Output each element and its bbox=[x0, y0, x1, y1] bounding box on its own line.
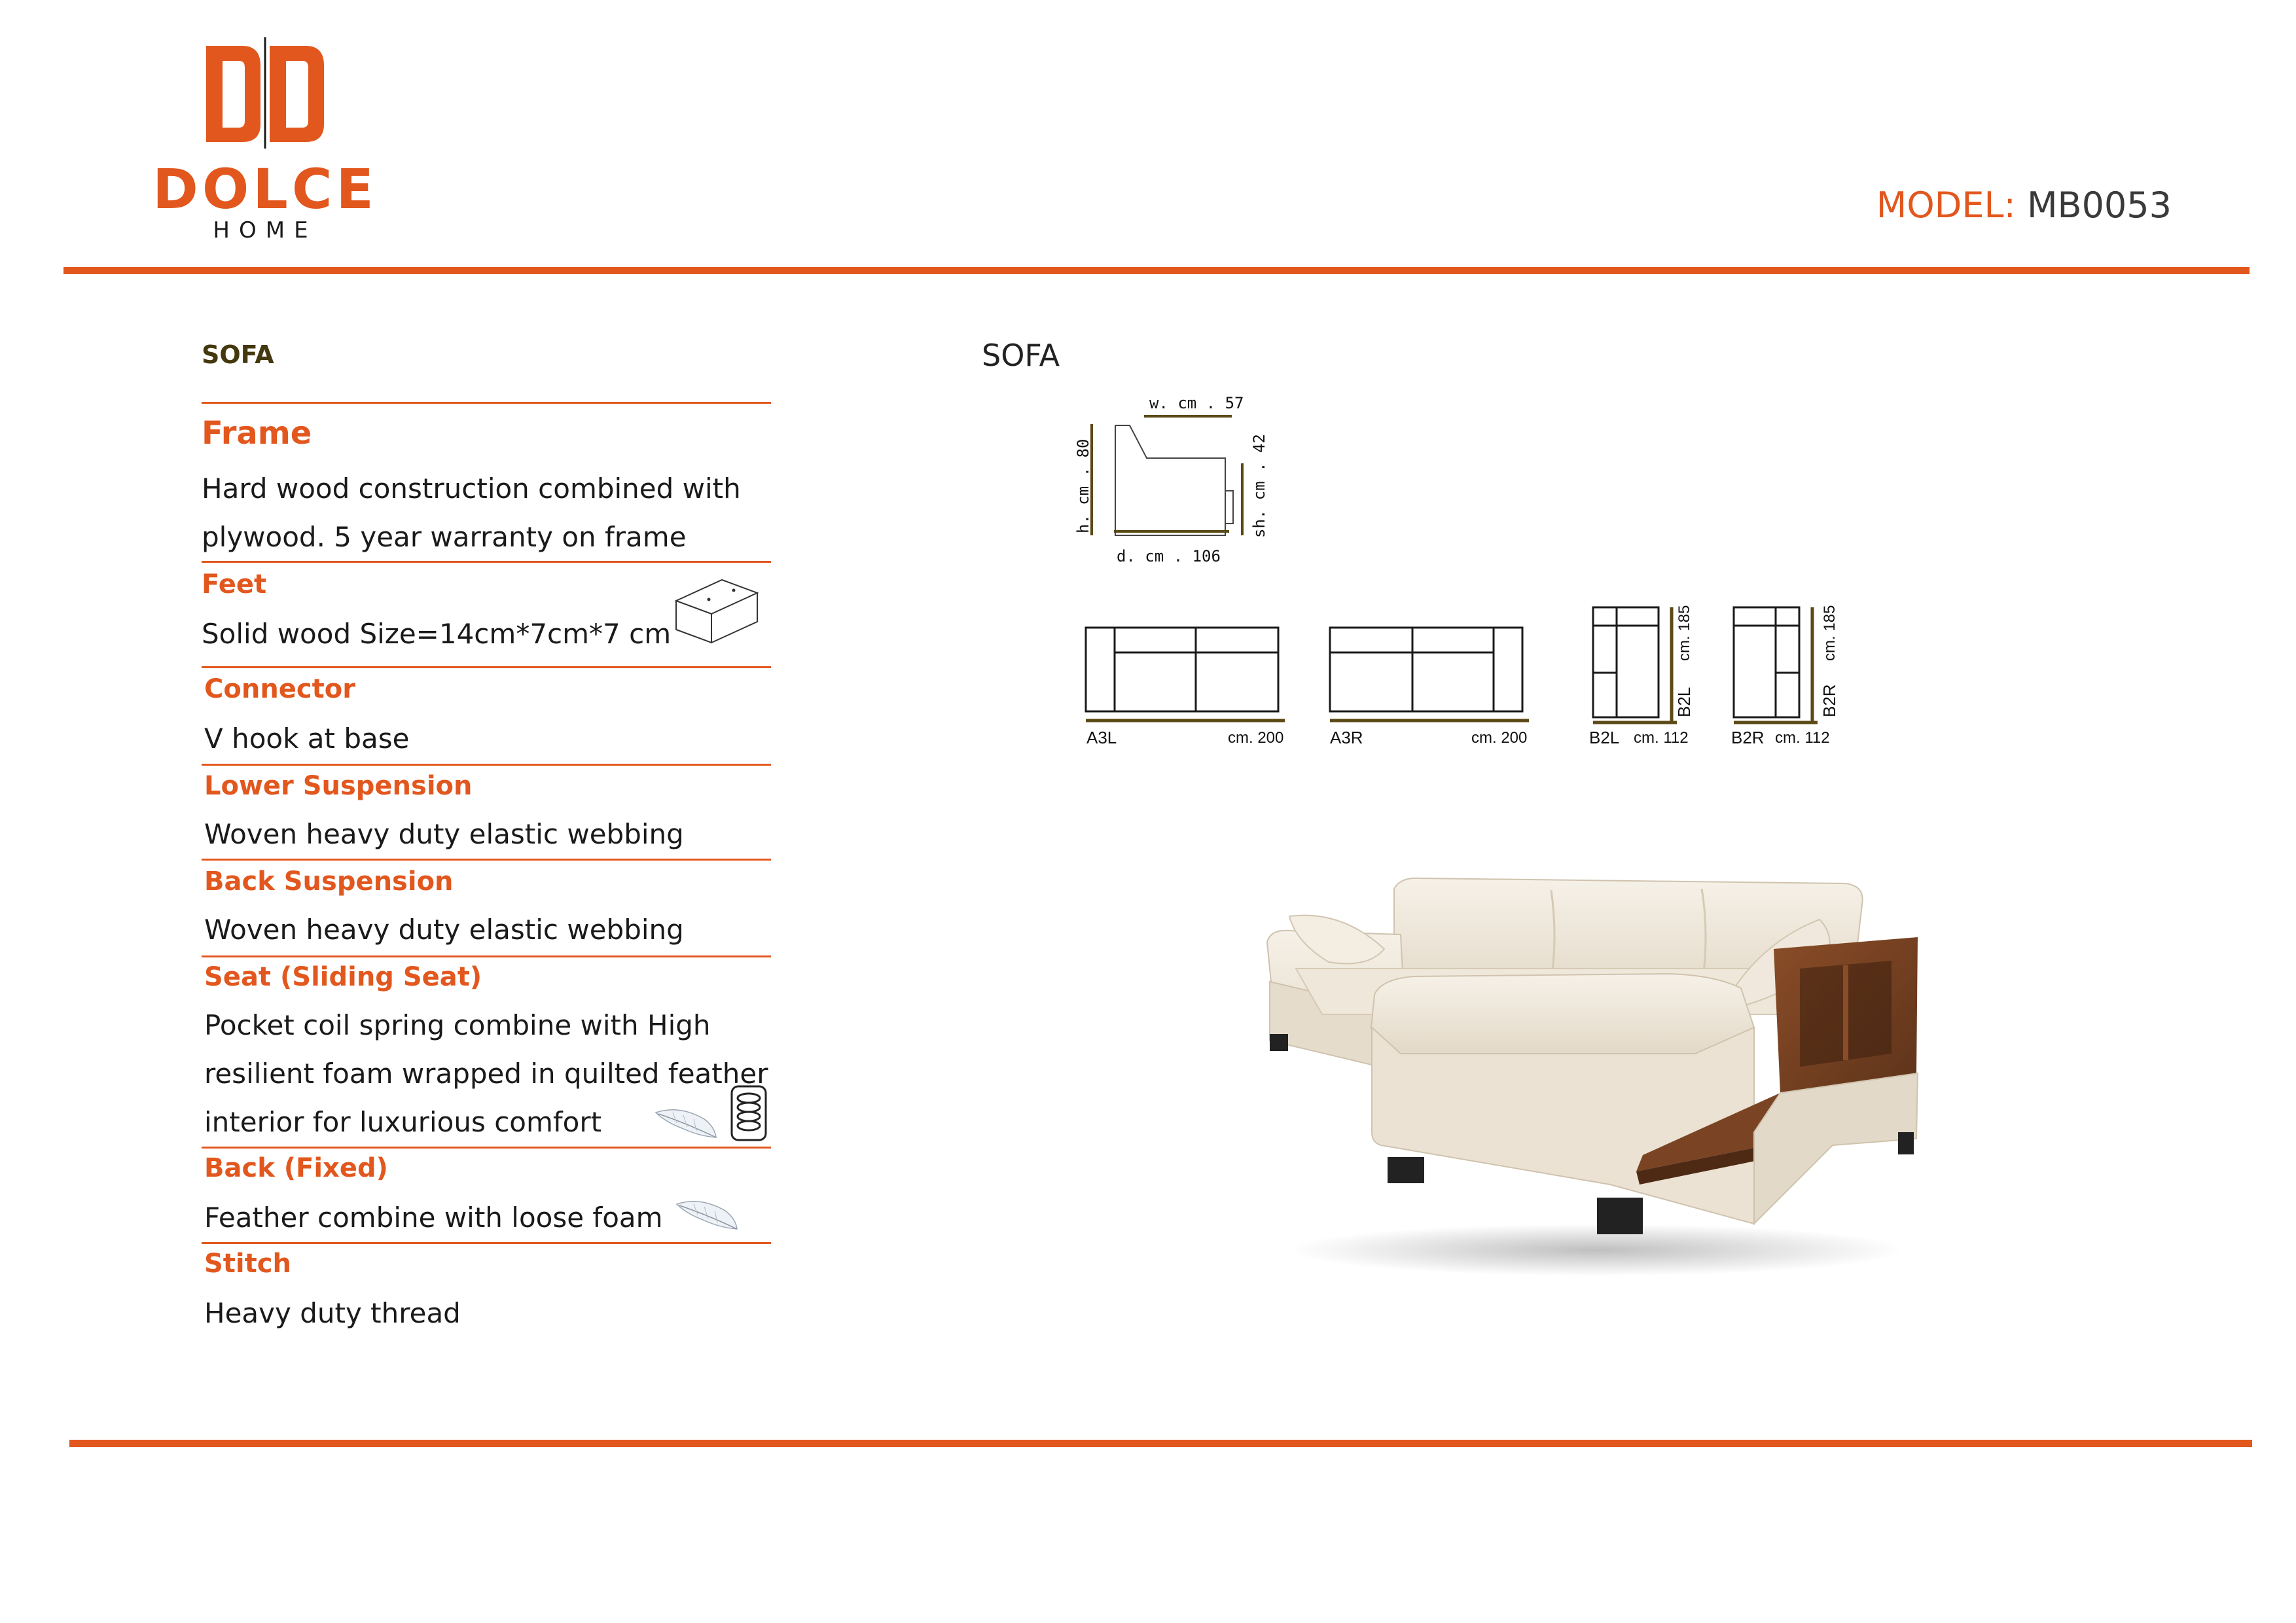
spec-frame-line-1: Hard wood construction combined with bbox=[202, 473, 741, 505]
spec-lower-suspension-title: Lower Suspension bbox=[204, 771, 473, 801]
model-number bbox=[1876, 185, 2172, 226]
brand-subtitle: HOME bbox=[213, 217, 317, 243]
spec-back-suspension-line-1: Woven heavy duty elastic webbing bbox=[204, 914, 684, 946]
dolce-logo-icon bbox=[203, 36, 327, 151]
config-b2l-drawing bbox=[1590, 605, 1715, 736]
spec-connector-line-1: V hook at base bbox=[204, 722, 410, 755]
dim-depth: d. cm . 106 bbox=[1117, 547, 1221, 565]
config-b2r-length: cm. 185 bbox=[1821, 605, 1839, 661]
spec-feet-line-1: Solid wood Size=14cm*7cm*7 cm bbox=[202, 618, 672, 650]
config-a3l-drawing bbox=[1083, 625, 1286, 723]
feather-icon bbox=[653, 1103, 719, 1143]
header-divider bbox=[63, 267, 2250, 274]
spec-back-suspension-title: Back Suspension bbox=[204, 866, 454, 897]
model-label: MODEL: bbox=[1876, 185, 2016, 226]
config-b2r-size: cm. 112 bbox=[1775, 729, 1830, 747]
spec-divider bbox=[202, 859, 771, 861]
config-a3r-label: A3R bbox=[1330, 728, 1363, 747]
spec-divider bbox=[202, 1242, 771, 1244]
brand-name: DOLCE bbox=[152, 157, 378, 221]
config-b2l-size: cm. 112 bbox=[1634, 729, 1689, 747]
product-title: SOFA bbox=[982, 338, 1060, 373]
config-a3r-drawing bbox=[1327, 625, 1530, 723]
config-b2l-label: B2L bbox=[1589, 728, 1620, 747]
dim-width: w. cm . 57 bbox=[1149, 394, 1244, 412]
sofa-product-image bbox=[1244, 857, 1924, 1289]
config-a3l-size: cm. 200 bbox=[1228, 729, 1284, 747]
spec-seat-line-3: interior for luxurious comfort bbox=[204, 1106, 602, 1138]
spring-coil-icon bbox=[730, 1085, 767, 1141]
config-b2l-vertical-label: B2L bbox=[1674, 687, 1694, 717]
spec-divider bbox=[202, 666, 771, 668]
footer-divider bbox=[69, 1440, 2252, 1447]
config-b2l-length: cm. 185 bbox=[1676, 605, 1693, 661]
config-a3l-label: A3L bbox=[1086, 728, 1117, 747]
spec-back-fixed-title: Back (Fixed) bbox=[204, 1153, 388, 1183]
spec-feet-title: Feet bbox=[202, 569, 267, 599]
side-profile-drawing bbox=[1073, 393, 1270, 537]
config-b2r-vertical-label: B2R bbox=[1820, 684, 1839, 717]
config-a3r-size: cm. 200 bbox=[1471, 729, 1528, 747]
spec-frame-line-2: plywood. 5 year warranty on frame bbox=[202, 521, 687, 553]
dim-height: h. cm . 80 bbox=[1074, 438, 1092, 533]
spec-frame-title: Frame bbox=[202, 415, 312, 452]
spec-seat-line-1: Pocket coil spring combine with High bbox=[204, 1009, 711, 1041]
spec-stitch-title: Stitch bbox=[204, 1249, 291, 1279]
spec-lower-suspension-line-1: Woven heavy duty elastic webbing bbox=[204, 818, 684, 850]
spec-back-fixed-line-1: Feather combine with loose foam bbox=[204, 1202, 663, 1234]
wood-foot-icon bbox=[671, 575, 762, 647]
spec-seat-line-2: resilient foam wrapped in quilted feather bbox=[204, 1058, 768, 1090]
model-value: MB0053 bbox=[2026, 185, 2172, 226]
section-heading: SOFA bbox=[202, 340, 274, 369]
dim-seat-height: sh. cm . 42 bbox=[1250, 434, 1268, 538]
spec-divider bbox=[202, 1147, 771, 1149]
spec-seat-title: Seat (Sliding Seat) bbox=[204, 962, 482, 992]
feather-icon bbox=[674, 1195, 740, 1234]
spec-divider bbox=[202, 955, 771, 957]
config-b2r-label: B2R bbox=[1731, 728, 1765, 747]
spec-connector-title: Connector bbox=[204, 674, 355, 704]
spec-divider bbox=[202, 561, 771, 563]
spec-divider bbox=[202, 402, 771, 404]
spec-stitch-line-1: Heavy duty thread bbox=[204, 1297, 461, 1329]
spec-divider bbox=[202, 764, 771, 766]
